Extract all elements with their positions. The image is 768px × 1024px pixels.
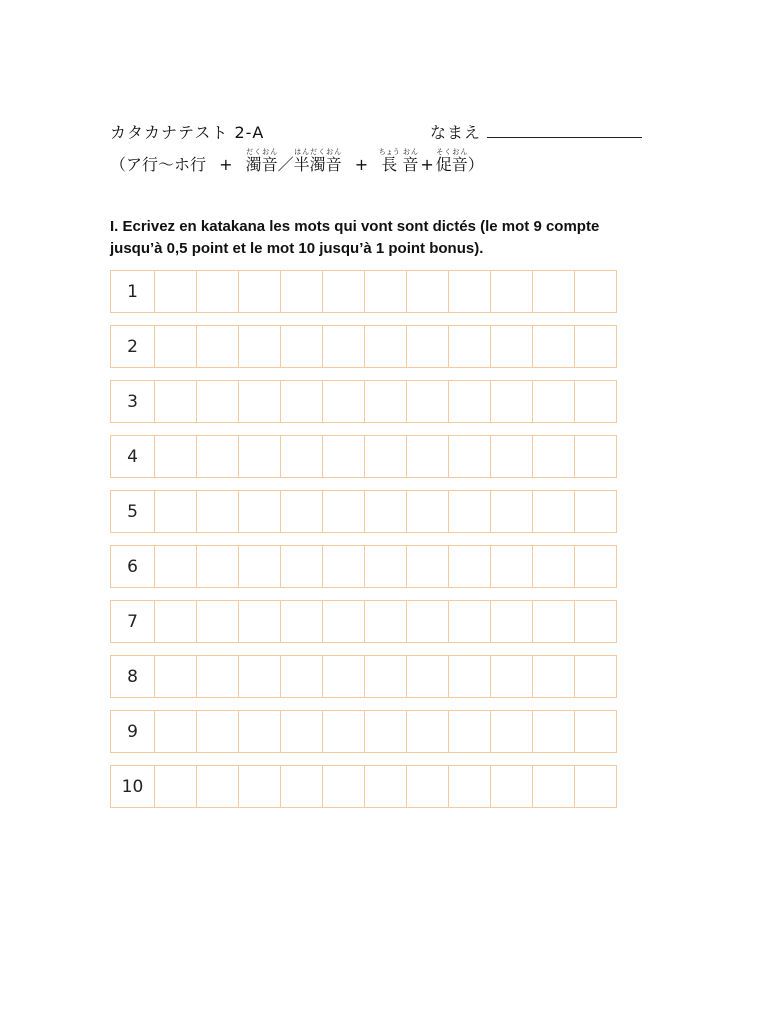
answer-cell[interactable] xyxy=(280,380,323,423)
answer-cell[interactable] xyxy=(448,765,491,808)
answer-cell[interactable] xyxy=(154,270,197,313)
answer-cell[interactable] xyxy=(406,490,449,533)
answer-row xyxy=(110,435,633,478)
plus-sign: + xyxy=(219,155,233,174)
answer-row xyxy=(110,380,633,423)
answer-cell[interactable] xyxy=(322,380,365,423)
answer-cell[interactable] xyxy=(574,270,617,313)
answer-cell[interactable] xyxy=(448,435,491,478)
answer-cell[interactable] xyxy=(490,435,533,478)
plus-sign: + xyxy=(420,155,434,174)
answer-cell[interactable] xyxy=(280,435,323,478)
answer-cell[interactable] xyxy=(490,765,533,808)
answer-row xyxy=(110,490,633,533)
answer-cell[interactable] xyxy=(280,655,323,698)
row-number: 1 xyxy=(110,270,155,313)
subtitle xyxy=(110,148,484,175)
answer-cell[interactable] xyxy=(490,325,533,368)
answer-cell[interactable] xyxy=(490,545,533,588)
answer-cell[interactable] xyxy=(532,325,575,368)
answer-cell[interactable] xyxy=(196,270,239,313)
answer-cell[interactable] xyxy=(196,325,239,368)
answer-cell[interactable] xyxy=(574,765,617,808)
slash: ／ xyxy=(277,155,294,174)
answer-cell[interactable] xyxy=(238,710,281,753)
answer-cell[interactable] xyxy=(238,545,281,588)
answer-cell[interactable] xyxy=(448,655,491,698)
answer-cell[interactable] xyxy=(490,655,533,698)
instruction-text: I. Ecrivez en katakana les mots qui vont sont dictés (le mot 9 compte jusqu’à 0,5 point et le mot 10 jusqu’à 1 point bonus). xyxy=(110,218,600,257)
answer-cell[interactable] xyxy=(532,490,575,533)
answer-cell[interactable] xyxy=(574,655,617,698)
answer-cell[interactable] xyxy=(238,765,281,808)
answer-cell[interactable] xyxy=(280,545,323,588)
answer-cell[interactable] xyxy=(532,600,575,643)
answer-cell[interactable] xyxy=(196,545,239,588)
answer-cell[interactable] xyxy=(532,270,575,313)
name-line[interactable] xyxy=(487,123,642,138)
answer-cell[interactable] xyxy=(322,765,365,808)
answer-cell[interactable] xyxy=(574,435,617,478)
row-number: 7 xyxy=(110,600,155,643)
row-number: 2 xyxy=(110,325,155,368)
answer-cell[interactable] xyxy=(448,490,491,533)
answer-cell[interactable] xyxy=(532,380,575,423)
chouon-1: 長ちょう xyxy=(378,148,400,174)
answer-cell[interactable] xyxy=(322,435,365,478)
answer-cell[interactable] xyxy=(322,710,365,753)
subtitle-close: ） xyxy=(467,155,484,174)
answer-cell[interactable] xyxy=(322,655,365,698)
answer-row xyxy=(110,270,633,313)
subtitle-open: （ア行～ホ行 xyxy=(110,155,207,174)
answer-cell[interactable] xyxy=(238,270,281,313)
answer-cell[interactable] xyxy=(448,325,491,368)
answer-cell[interactable] xyxy=(406,325,449,368)
answer-cell[interactable] xyxy=(364,710,407,753)
answer-cell[interactable] xyxy=(322,270,365,313)
answer-cell[interactable] xyxy=(196,380,239,423)
answer-cell[interactable] xyxy=(448,600,491,643)
answer-cell[interactable] xyxy=(532,710,575,753)
answer-cell[interactable] xyxy=(238,600,281,643)
answer-cell[interactable] xyxy=(238,380,281,423)
answer-cell[interactable] xyxy=(532,765,575,808)
answer-cell[interactable] xyxy=(280,600,323,643)
handakuon: 半濁音はんだくおん xyxy=(293,148,342,174)
answer-row xyxy=(110,655,633,698)
answer-row xyxy=(110,765,633,808)
answer-cell[interactable] xyxy=(574,600,617,643)
answer-cell[interactable] xyxy=(406,765,449,808)
answer-cell[interactable] xyxy=(364,545,407,588)
answer-cell[interactable] xyxy=(238,325,281,368)
answer-cell[interactable] xyxy=(406,545,449,588)
answer-cell[interactable] xyxy=(154,380,197,423)
answer-cell[interactable] xyxy=(196,655,239,698)
answer-cell[interactable] xyxy=(532,545,575,588)
answer-row xyxy=(110,325,633,368)
answer-cell[interactable] xyxy=(532,435,575,478)
answer-cell[interactable] xyxy=(280,325,323,368)
answer-cell[interactable] xyxy=(280,490,323,533)
answer-row xyxy=(110,710,633,753)
answer-cell[interactable] xyxy=(238,490,281,533)
answer-cell[interactable] xyxy=(574,545,617,588)
answer-cell[interactable] xyxy=(364,765,407,808)
answer-cell[interactable] xyxy=(154,545,197,588)
answer-cell[interactable] xyxy=(154,710,197,753)
chouon-2: 音おん xyxy=(402,148,419,174)
answer-cell[interactable] xyxy=(154,655,197,698)
answer-cell[interactable] xyxy=(154,600,197,643)
dakuon: 濁音だくおん xyxy=(245,148,278,174)
answer-cell[interactable] xyxy=(154,325,197,368)
name-field[interactable] xyxy=(430,120,642,143)
answer-cell[interactable] xyxy=(448,710,491,753)
answer-row xyxy=(110,600,633,643)
answer-cell[interactable] xyxy=(448,270,491,313)
answer-cell[interactable] xyxy=(322,545,365,588)
answer-cell[interactable] xyxy=(196,600,239,643)
answer-cell[interactable] xyxy=(322,325,365,368)
answer-cell[interactable] xyxy=(364,380,407,423)
answer-cell[interactable] xyxy=(238,435,281,478)
answer-cell[interactable] xyxy=(574,380,617,423)
answer-cell[interactable] xyxy=(154,490,197,533)
sokuon: 促音そくおん xyxy=(435,148,468,174)
answer-cell[interactable] xyxy=(406,710,449,753)
answer-cell[interactable] xyxy=(490,710,533,753)
row-number: 10 xyxy=(110,765,155,808)
row-number: 8 xyxy=(110,655,155,698)
answer-cell[interactable] xyxy=(490,270,533,313)
row-number: 6 xyxy=(110,545,155,588)
answer-cell[interactable] xyxy=(196,765,239,808)
answer-cell[interactable] xyxy=(448,545,491,588)
answer-cell[interactable] xyxy=(280,270,323,313)
answer-cell[interactable] xyxy=(364,490,407,533)
name-label: なまえ xyxy=(430,123,482,142)
answer-cell[interactable] xyxy=(490,380,533,423)
answer-cell[interactable] xyxy=(364,655,407,698)
answer-cell[interactable] xyxy=(364,600,407,643)
answer-cell[interactable] xyxy=(406,600,449,643)
answer-cell[interactable] xyxy=(322,490,365,533)
answer-cell[interactable] xyxy=(154,765,197,808)
answer-cell[interactable] xyxy=(406,435,449,478)
answer-cell[interactable] xyxy=(490,490,533,533)
answer-cell[interactable] xyxy=(532,655,575,698)
answer-cell[interactable] xyxy=(406,270,449,313)
answer-cell[interactable] xyxy=(196,490,239,533)
answer-cell[interactable] xyxy=(364,435,407,478)
answer-cell[interactable] xyxy=(490,600,533,643)
plus-sign: + xyxy=(354,155,369,174)
row-number: 9 xyxy=(110,710,155,753)
answer-cell[interactable] xyxy=(574,710,617,753)
answer-cell[interactable] xyxy=(196,435,239,478)
answer-cell[interactable] xyxy=(196,710,239,753)
answer-cell[interactable] xyxy=(364,270,407,313)
answer-cell[interactable] xyxy=(154,435,197,478)
test-title: カタカナテスト 2-A xyxy=(110,123,265,142)
answer-cell[interactable] xyxy=(406,655,449,698)
answer-cell[interactable] xyxy=(322,600,365,643)
answer-cell[interactable] xyxy=(574,325,617,368)
answer-cell[interactable] xyxy=(574,490,617,533)
row-number: 3 xyxy=(110,380,155,423)
row-number: 5 xyxy=(110,490,155,533)
answer-cell[interactable] xyxy=(280,765,323,808)
answer-cell[interactable] xyxy=(280,710,323,753)
answer-row xyxy=(110,545,633,588)
answer-cell[interactable] xyxy=(238,655,281,698)
row-number: 4 xyxy=(110,435,155,478)
answer-cell[interactable] xyxy=(364,325,407,368)
answer-grid xyxy=(110,270,633,820)
answer-cell[interactable] xyxy=(406,380,449,423)
answer-cell[interactable] xyxy=(448,380,491,423)
